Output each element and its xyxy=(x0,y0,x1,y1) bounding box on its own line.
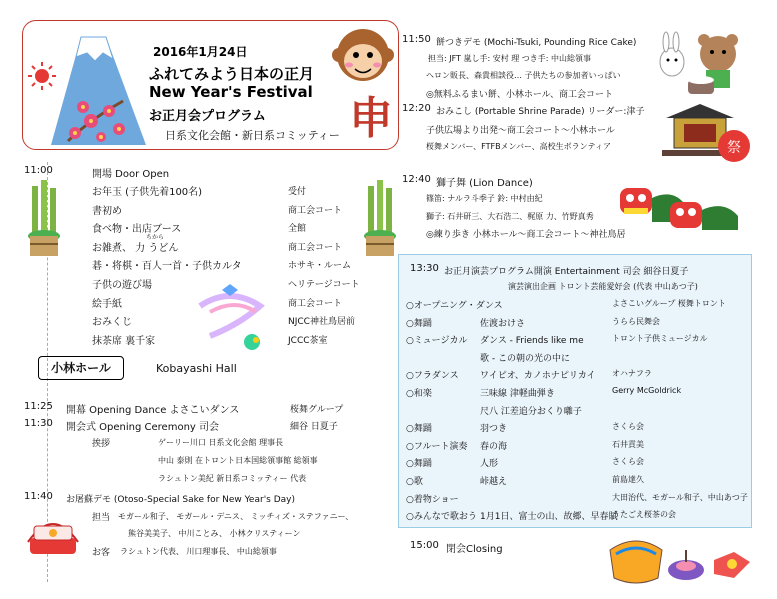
mikoshi-title: おみこし (Portable Shrine Parade) リーダー:津子 xyxy=(436,107,645,117)
mochi-title: 餅つきデモ (Mochi-Tsuki, Pounding Rice Cake) xyxy=(436,38,637,48)
morning-item-name: 食べ物・出店ブース xyxy=(92,224,182,236)
monkey-year-kanji: 申 xyxy=(349,93,393,144)
morning-item-name: 書初め xyxy=(92,205,122,217)
morning-item-place: ホサキ・ルーム xyxy=(288,261,352,272)
sake-staff-label: 担当 xyxy=(92,513,111,523)
morning-open-label: 開場 Door Open xyxy=(92,169,170,180)
closing-label: 閉会Closing xyxy=(446,544,503,555)
morning-item-place: 商工会コート xyxy=(288,205,343,216)
opening-group: 桜舞グループ xyxy=(290,405,344,415)
lion-title: 獅子舞 (Lion Dance) xyxy=(436,178,533,189)
mikoshi-members: 桜舞メンバー、FTFBメンバー、高校生ボランティア xyxy=(426,142,612,151)
entertainment-director: 演芸演出企画 トロント芸能愛好会 (代表 中山あつ子) xyxy=(508,282,698,291)
sake-time: 11:40 xyxy=(24,491,53,502)
greeting-label: 挨拶 xyxy=(92,439,111,449)
entertainment-title: お正月演芸プログラム開演 Entertainment 司会 細谷日夏子 xyxy=(444,267,689,277)
ent-row-performer: うたごえ桜茶の会 xyxy=(612,510,676,520)
morning-item-name: お年玉 (子供先着100名) xyxy=(92,187,203,198)
event-date: 2016年1月24日 xyxy=(153,45,248,59)
opening-item: 開幕 Opening Dance よさこいダンス xyxy=(66,405,240,416)
morning-item-place: 商工会コート xyxy=(288,242,343,253)
ent-row-performer: オハナフラ xyxy=(612,369,652,379)
ent-row-detail: 歌 - この朝の光の中に xyxy=(480,353,570,364)
event-subtitle: お正月会プログラム xyxy=(149,109,266,124)
ent-row-performer: Gerry McGoldrick xyxy=(612,386,682,395)
opening-time: 11:25 xyxy=(24,401,53,412)
ent-row-item: ○オープニング・ダンス xyxy=(406,301,503,311)
ent-row-performer: トロント子供ミュージカル xyxy=(612,334,708,344)
mochi-staff: 担当: JFT 嵐し手: 安村 理 つき手: 中山総領事 xyxy=(428,54,592,63)
morning-item-place: ヘリテージコート xyxy=(288,280,360,290)
greeting-row: ゲーリー川口 日系文化会館 理事長 xyxy=(158,438,284,447)
morning-item-name: おみくじ xyxy=(92,317,132,329)
event-title-en: New Year's Festival xyxy=(149,83,313,101)
mochi-note: ヘロン販長、森貴相談役… 子供たちの参加者いっぱい xyxy=(426,71,621,80)
morning-item-name: 碁・将棋・百人一首・子供カルタ xyxy=(92,261,242,273)
morning-item-name: 絵手紙 xyxy=(92,298,122,310)
morning-time: 11:00 xyxy=(24,165,53,176)
ent-row-detail: 1月1日、富士の山、故郷、早春賦 xyxy=(480,512,618,523)
lion-music: 篠笛: ナルラ斗季子 鈴: 中村由紀 xyxy=(426,194,543,203)
ent-row-item: ○フルート演奏 xyxy=(406,441,468,452)
event-title-jp: ふれてみよう日本の正月 xyxy=(149,65,315,83)
morning-item-place: 商工会コート xyxy=(288,298,343,309)
mochi-time: 11:50 xyxy=(402,34,431,45)
lion-route: ◎練り歩き 小林ホール〜商工会コート〜神社鳥居 xyxy=(426,230,626,240)
morning-item-place: 受付 xyxy=(288,187,307,197)
event-venue: 日系文化会館・新日系コミッティー xyxy=(165,129,340,142)
ent-row-item: ○ミュージカル xyxy=(406,336,468,347)
ent-row-detail: 春の海 xyxy=(480,441,508,452)
ent-row-performer: うらら民舞会 xyxy=(612,316,660,326)
morning-item-name: お雑煮、 力 うどん xyxy=(92,242,179,254)
ent-row-item: ○みんなで歌おう xyxy=(406,512,477,523)
ceremony-mc: 細谷 日夏子 xyxy=(290,422,338,432)
kadomatsu-icon xyxy=(26,178,62,258)
mikoshi-route: 子供広場より出発〜商工会コート〜小林ホール xyxy=(426,126,615,136)
svg-text:祭: 祭 xyxy=(727,140,741,156)
ent-row-item: ○舞踊 xyxy=(406,459,432,470)
ent-row-item: ○フラダンス xyxy=(406,371,459,382)
mochi-free: ◎無料ふるまい餅、小林ホール、商工会コート xyxy=(426,90,613,100)
ent-row-performer: よさこいグループ 桜舞トロント xyxy=(612,299,726,308)
mikoshi-time: 12:20 xyxy=(402,103,431,114)
closing-time: 15:00 xyxy=(410,540,439,551)
kite-ribbon-icon xyxy=(190,276,276,356)
greeting-row: 中山 泰則 在トロント日本国総領事館 総領事 xyxy=(158,456,318,465)
morning-item-place: 全館 xyxy=(288,224,307,235)
ent-row-performer: 前島達久 xyxy=(612,475,644,484)
lion-dancers: 獅子: 石井研三、大石浩二、梶原 力、竹野真秀 xyxy=(426,212,594,221)
greeting-row: ラシュトン美紀 新日系コミッティー 代表 xyxy=(158,474,307,483)
morning-item-name: 子供の遊び場 xyxy=(92,280,152,291)
sake-guests: ラシュトン代表、 川口理事長、 中山総領事 xyxy=(120,547,277,556)
new-year-toys-icon xyxy=(606,530,756,594)
monkey-icon xyxy=(331,25,395,87)
ent-row-detail: 峠越え xyxy=(480,477,508,487)
morning-item-name: 抹茶席 裏千家 xyxy=(92,335,156,347)
ent-row-item: ○和楽 xyxy=(406,389,432,399)
ent-row-detail: 人形 xyxy=(480,459,499,470)
entertainment-time: 13:30 xyxy=(410,263,439,274)
ent-row-performer: 石井貢美 xyxy=(612,439,644,449)
entertainment-box xyxy=(398,254,752,528)
sake-guest-label: お客 xyxy=(92,548,111,558)
plum-blossom-icon xyxy=(63,91,133,147)
ent-row-detail: ワイピオ、カノホナピリカイ xyxy=(480,371,596,382)
hall-label-en: Kobayashi Hall xyxy=(156,362,237,375)
ent-row-detail: 尺八 江差追分おくり囃子 xyxy=(480,406,582,417)
ent-row-item: ○舞踊 xyxy=(406,318,432,329)
header-box xyxy=(22,20,399,150)
ent-row-item: ○歌 xyxy=(406,477,423,487)
ent-row-performer: さくら会 xyxy=(612,457,644,467)
ent-row-detail: ダンス - Friends like me xyxy=(480,336,584,347)
ent-row-detail: 三味線 津軽曲弾き xyxy=(480,389,555,399)
mochi-bear-rabbit-icon xyxy=(648,28,748,98)
ent-row-performer: さくら会 xyxy=(612,422,644,432)
morning-item-place: JCCC茶室 xyxy=(288,335,328,346)
ent-row-item: ○着物ショー xyxy=(406,494,459,505)
sake-item: お屠蘇デモ (Otoso-Special Sake for New Year's Day) xyxy=(66,495,295,505)
lion-time: 12:40 xyxy=(402,174,431,185)
hall-label-box: 小林ホール xyxy=(38,356,124,380)
ceremony-time: 11:30 xyxy=(24,418,53,429)
sake-staff-line: 熊谷美美子、 中川ことみ、 小林クリスティーン xyxy=(128,529,301,538)
ent-row-detail: 羽つき xyxy=(480,424,508,435)
sake-staff-line: モガール和子、 モガール・デニス、 ミッチィズ・ステファニー、 xyxy=(118,512,354,521)
morning-item-ruby: ちから xyxy=(146,234,165,242)
ent-row-item: ○舞踊 xyxy=(406,424,432,435)
morning-item-place: NJCC神社鳥居前 xyxy=(288,317,355,328)
ceremony-item: 開会式 Opening Ceremony 司会 xyxy=(66,422,220,433)
ent-row-detail: 佐渡おけさ xyxy=(480,318,526,329)
lion-dance-icon xyxy=(614,182,744,234)
ent-row-performer: 大田治代、モガール和子、中山あつ子 xyxy=(612,492,748,502)
mikoshi-shrine-icon xyxy=(660,98,754,168)
sake-barrel-icon xyxy=(24,502,82,556)
kadomatsu-icon xyxy=(362,178,398,258)
